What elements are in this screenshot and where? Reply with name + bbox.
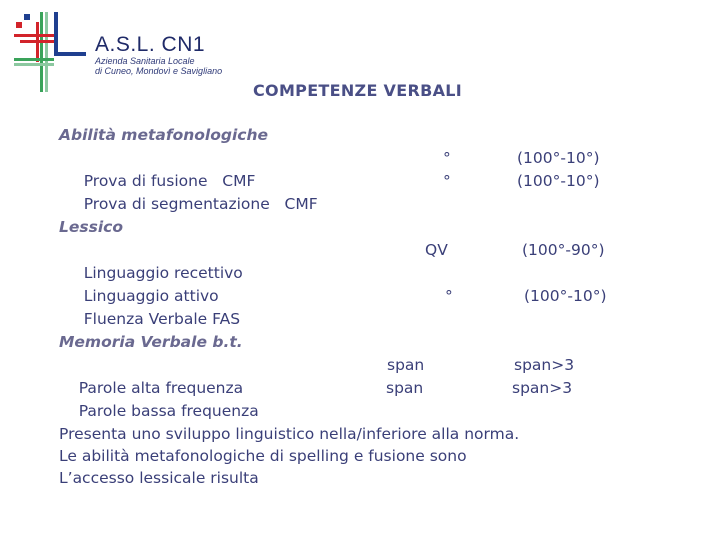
row-value: ° [443,172,451,190]
organization-brand [95,34,222,76]
row-label: Parole alta frequenza [78,379,244,397]
row-prova-segmentazione [59,170,719,213]
row-value: span [387,356,425,374]
org-subtitle: Azienda Sanitaria Locale [95,56,195,66]
row-fluenza-verbale [59,285,719,328]
row-linguaggio-recettivo [59,239,719,282]
row-prova-fusione [59,147,719,190]
summary-line: Le abilità metafonologiche di spelling e fusione sono [59,447,467,465]
section-heading-metafonologiche: Abilità metafonologiche [59,126,269,144]
row-value: ° [445,287,453,305]
section-heading-lessico: Lessico [59,218,123,236]
row-label: Linguaggio recettivo [83,264,243,282]
row-range: (100°-10°) [517,172,600,190]
spacer [59,308,719,331]
row-range: span>3 [512,379,573,397]
row-label: Fluenza Verbale FAS [83,310,241,328]
spacer [59,400,719,423]
row-value: span [386,379,424,397]
row-label: Prova di fusione CMF [83,172,256,190]
asl-logo-icon [14,12,86,92]
row-label: Parole bassa frequenza [78,402,259,420]
row-range: span>3 [514,356,575,374]
row-value: QV [425,241,448,259]
row-parole-bassa [59,377,719,420]
row-label: Prova di segmentazione CMF [83,195,318,213]
section-heading-memoria: Memoria Verbale b.t. [59,333,243,351]
spacer [59,193,719,216]
page-title: COMPETENZE VERBALI [253,81,463,100]
row-range: (100°-10°) [517,149,600,167]
content-body [59,124,719,489]
org-name: A.S.L. CN1 [95,33,206,56]
summary-line: L’accesso lessicale risulta [59,469,259,487]
row-value: ° [443,149,451,167]
org-location: di Cuneo, Mondovì e Savigliano [95,66,223,76]
row-parole-alta [59,354,719,397]
summary-line: Presenta uno sviluppo linguistico nella/inferiore alla norma. [59,425,520,443]
row-label: Linguaggio attivo [83,287,219,305]
row-range: (100°-10°) [524,287,607,305]
row-range: (100°-90°) [522,241,605,259]
